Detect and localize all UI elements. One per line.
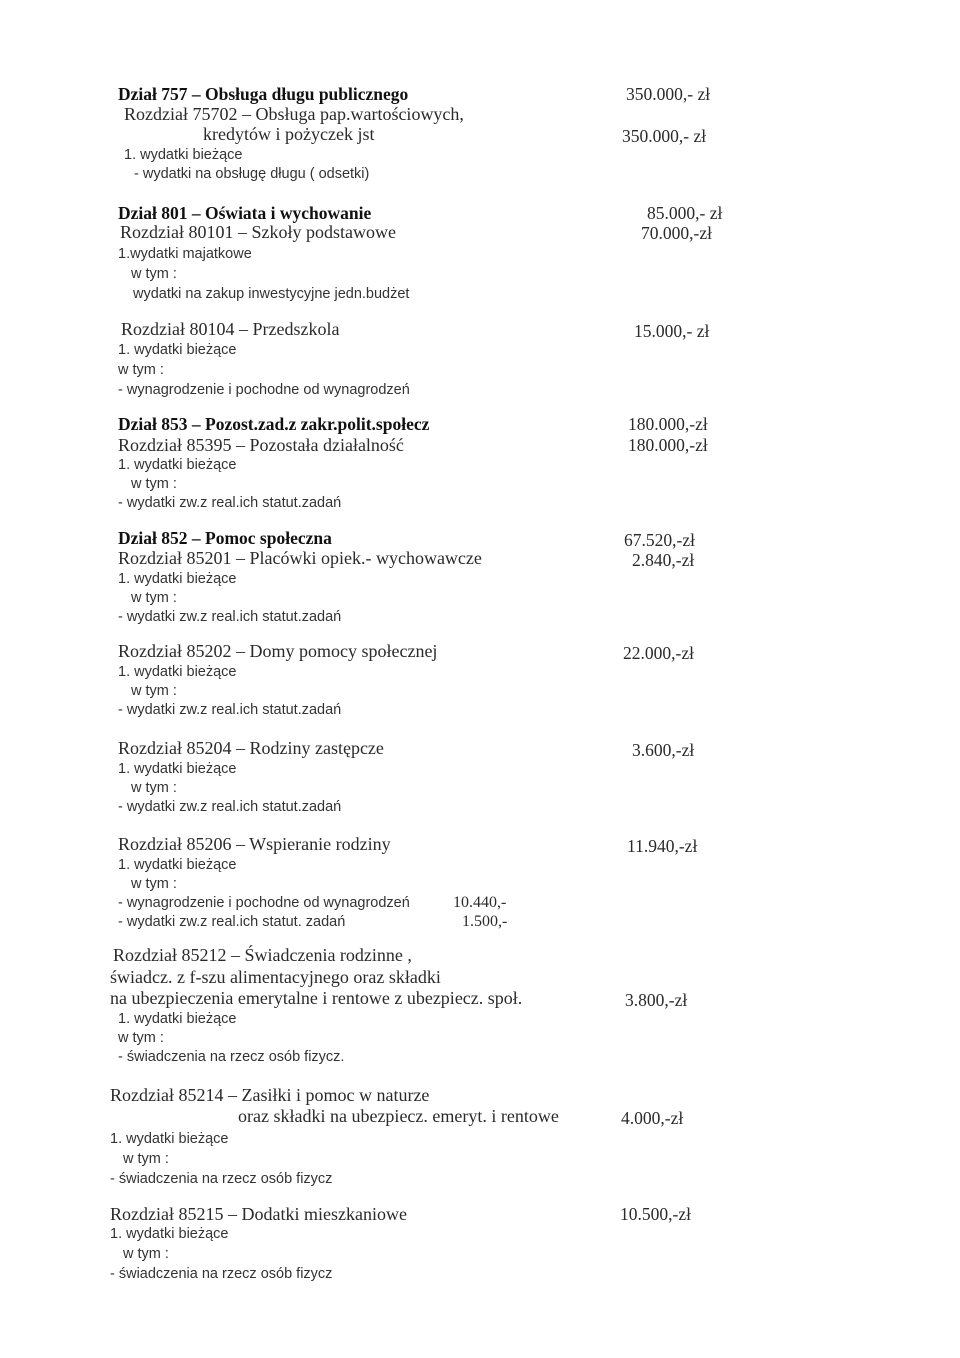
item-w-tym: w tym : [131, 876, 177, 892]
rozdzial-75702-line1: Rozdział 75702 – Obsługa pap.wartościowych, [124, 104, 464, 124]
amount-85215: 10.500,-zł [620, 1204, 691, 1224]
section-heading-853: Dział 853 – Pozost.zad.z zakr.polit.społecz [118, 414, 430, 434]
rozdzial-85202: Rozdział 85202 – Domy pomocy społecznej [118, 641, 438, 661]
rozdzial-85395: Rozdział 85395 – Pozostała działalność [118, 435, 404, 455]
item-w-tym: w tym : [131, 780, 177, 796]
rozdzial-80101: Rozdział 80101 – Szkoły podstawowe [120, 222, 396, 242]
item-swiadczenia: - świadczenia na rzecz osób fizycz [110, 1171, 333, 1187]
amount-80101: 70.000,-zł [641, 223, 712, 243]
amount-852: 67.520,-zł [624, 530, 695, 550]
item-w-tym: w tym : [118, 362, 164, 378]
section-heading-852: Dział 852 – Pomoc społeczna [118, 528, 332, 548]
rozdzial-85212-line3: na ubezpieczenia emerytalne i rentowe z ubezpiecz. społ. [110, 988, 523, 1008]
item-obsluga-dlugu: - wydatki na obsługę długu ( odsetki) [134, 166, 370, 182]
item-wydatki-biezace: 1. wydatki bieżące [118, 342, 237, 358]
item-w-tym: w tym : [131, 683, 177, 699]
amount-85212: 3.800,-zł [625, 990, 688, 1010]
item-w-tym: w tym : [123, 1246, 169, 1262]
item-statut-zadan: - wydatki zw.z real.ich statut.zadań [118, 702, 342, 718]
amount-85395: 180.000,-zł [628, 435, 708, 455]
rozdzial-85201: Rozdział 85201 – Placówki opiek.- wychowawcze [118, 548, 482, 568]
item-statut-zadan: - wydatki zw.z real.ich statut.zadań [118, 609, 342, 625]
item-swiadczenia: - świadczenia na rzecz osób fizycz. [118, 1049, 345, 1065]
item-w-tym: w tym : [131, 476, 177, 492]
section-heading-801: Dział 801 – Oświata i wychowanie [118, 203, 372, 223]
amount-statut-zadan: 1.500,- [462, 913, 508, 930]
item-w-tym: w tym : [131, 590, 177, 606]
item-wydatki-biezace: 1. wydatki bieżące [110, 1226, 229, 1242]
rozdzial-85214-line1: Rozdział 85214 – Zasiłki i pomoc w naturze [110, 1085, 430, 1105]
item-wydatki-biezace: 1. wydatki bieżące [110, 1131, 229, 1147]
item-wydatki-biezace: 1. wydatki bieżące [124, 147, 243, 163]
amount-757: 350.000,- zł [626, 84, 711, 104]
amount-80104: 15.000,- zł [634, 321, 710, 341]
item-w-tym: w tym : [118, 1030, 164, 1046]
item-wynagrodzenie: - wynagrodzenie i pochodne od wynagrodzeń [118, 895, 410, 911]
amount-85214: 4.000,-zł [621, 1108, 684, 1128]
rozdzial-85206: Rozdział 85206 – Wspieranie rodziny [118, 834, 391, 854]
item-wydatki-biezace: 1. wydatki bieżące [118, 857, 237, 873]
rozdzial-85212-line2: świadcz. z f-szu alimentacyjnego oraz składki [110, 967, 441, 987]
item-statut-zadan: - wydatki zw.z real.ich statut. zadań [118, 914, 346, 930]
amount-wynagrodzenie: 10.440,- [453, 894, 507, 911]
item-wydatki-biezace: 1. wydatki bieżące [118, 1011, 237, 1027]
amount-85204: 3.600,-zł [632, 740, 695, 760]
item-wydatki-majatkowe: 1.wydatki majatkowe [118, 246, 252, 262]
rozdzial-85212-line1: Rozdział 85212 – Świadczenia rodzinne , [113, 945, 412, 965]
rozdzial-85204: Rozdział 85204 – Rodziny zastępcze [118, 738, 384, 758]
item-w-tym: w tym : [131, 266, 177, 282]
item-wydatki-biezace: 1. wydatki bieżące [118, 457, 237, 473]
amount-85206: 11.940,-zł [627, 836, 698, 856]
item-swiadczenia: - świadczenia na rzecz osób fizycz [110, 1266, 333, 1282]
item-statut-zadan: - wydatki zw.z real.ich statut.zadań [118, 495, 342, 511]
amount-85202: 22.000,-zł [623, 643, 694, 663]
rozdzial-85215: Rozdział 85215 – Dodatki mieszkaniowe [110, 1204, 407, 1224]
item-zakup-inwestycyjne: wydatki na zakup inwestycyjne jedn.budżet [133, 286, 410, 302]
rozdzial-85214-line2: oraz składki na ubezpiecz. emeryt. i rentowe [238, 1106, 559, 1126]
item-wynagrodzenie: - wynagrodzenie i pochodne od wynagrodzeń [118, 382, 410, 398]
amount-853: 180.000,-zł [628, 414, 708, 434]
item-wydatki-biezace: 1. wydatki bieżące [118, 664, 237, 680]
item-wydatki-biezace: 1. wydatki bieżące [118, 761, 237, 777]
amount-85201: 2.840,-zł [632, 550, 695, 570]
amount-801: 85.000,- zł [647, 203, 723, 223]
item-statut-zadan: - wydatki zw.z real.ich statut.zadań [118, 799, 342, 815]
item-w-tym: w tym : [123, 1151, 169, 1167]
section-heading-757: Dział 757 – Obsługa długu publicznego [118, 84, 409, 104]
rozdzial-80104: Rozdział 80104 – Przedszkola [121, 319, 340, 339]
item-wydatki-biezace: 1. wydatki bieżące [118, 571, 237, 587]
amount-75702: 350.000,- zł [622, 126, 707, 146]
rozdzial-75702-line2: kredytów i pożyczek jst [203, 124, 375, 144]
